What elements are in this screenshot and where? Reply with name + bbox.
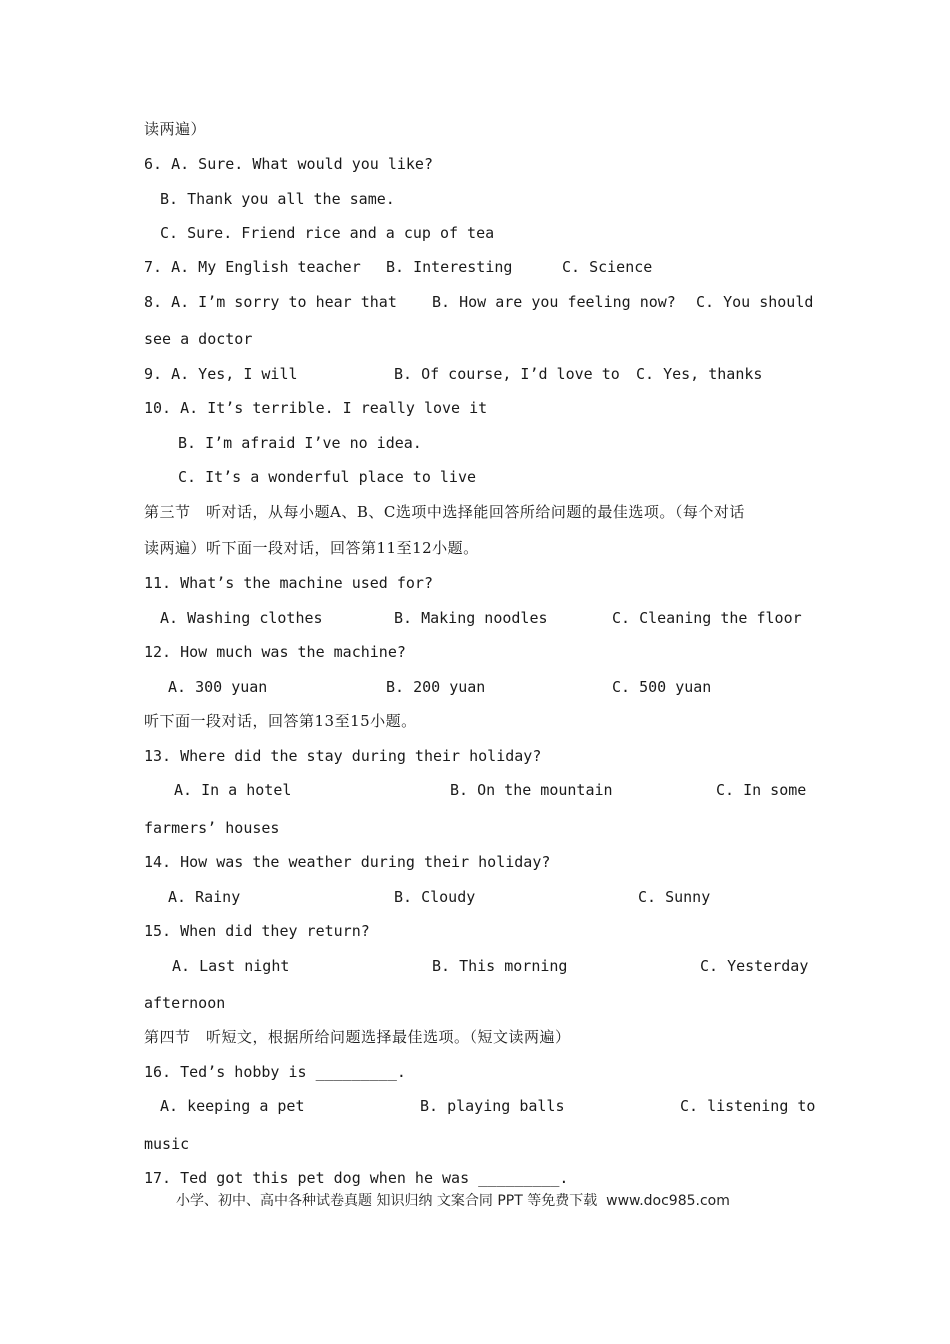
question-9-option-c: C. Yes, thanks: [636, 365, 763, 383]
section-3-heading: 第三节 听对话，从每小题A、B、C选项中选择能回答所给问题的最佳选项。（每个对话: [144, 503, 745, 521]
section-4-heading: 第四节 听短文，根据所给问题选择最佳选项。（短文读两遍）: [144, 1028, 571, 1046]
question-11-option-a: A. Washing clothes: [160, 609, 323, 627]
dialogue-instruction: 听下面一段对话，回答第13至15小题。: [144, 712, 417, 730]
question-6-option-a: 6. A. Sure. What would you like?: [144, 155, 433, 173]
question-15-option-b: B. This morning: [432, 957, 568, 975]
question-12-option-c: C. 500 yuan: [612, 678, 712, 696]
question-8-option-c: C. You should: [696, 293, 814, 311]
question-8-option-a: 8. A. I’m sorry to hear that: [144, 293, 397, 311]
question-13-option-c: C. In some: [716, 781, 807, 799]
question-8-option-b: B. How are you feeling now?: [432, 293, 676, 311]
question-6-option-b: B. Thank you all the same.: [160, 190, 395, 208]
question-13-option-b: B. On the mountain: [450, 781, 613, 799]
question-14-option-c: C. Sunny: [638, 888, 711, 906]
question-14-option-b: B. Cloudy: [394, 888, 476, 906]
section-3-instruction: 读两遍）听下面一段对话，回答第11至12小题。: [144, 539, 479, 557]
question-16-option-b: B. playing balls: [420, 1097, 565, 1115]
footer-watermark: 小学、初中、高中各种试卷真题 知识归纳 文案合同 PPT 等免费下载 www.doc985.com: [176, 1193, 730, 1209]
question-11-option-c: C. Cleaning the floor: [612, 609, 802, 627]
question-10-option-b: B. I’m afraid I’ve no idea.: [178, 434, 422, 452]
question-15-option-a: A. Last night: [172, 957, 290, 975]
question-13-option-a: A. In a hotel: [174, 781, 292, 799]
question-14: 14. How was the weather during their holiday?: [144, 853, 551, 871]
question-9-option-b: B. Of course, I’d love to: [394, 365, 620, 383]
question-15-option-c-cont: afternoon: [144, 994, 226, 1012]
question-7-option-b: B. Interesting: [386, 258, 513, 276]
question-16-option-a: A. keeping a pet: [160, 1097, 305, 1115]
question-13: 13. Where did the stay during their holiday?: [144, 747, 542, 765]
question-16: 16. Ted’s hobby is _________.: [144, 1063, 406, 1081]
question-12: 12. How much was the machine?: [144, 643, 406, 661]
question-10-option-c: C. It’s a wonderful place to live: [178, 468, 477, 486]
question-16-option-c-cont: music: [144, 1135, 190, 1153]
question-7-option-c: C. Science: [562, 258, 653, 276]
question-15: 15. When did they return?: [144, 922, 370, 940]
question-12-option-b: B. 200 yuan: [386, 678, 486, 696]
question-10-option-a: 10. A. It’s terrible. I really love it: [144, 399, 488, 417]
question-16-option-c: C. listening to: [680, 1097, 816, 1115]
question-11: 11. What’s the machine used for?: [144, 574, 433, 592]
question-8-option-c-cont: see a doctor: [144, 330, 253, 348]
question-11-option-b: B. Making noodles: [394, 609, 548, 627]
question-12-option-a: A. 300 yuan: [168, 678, 268, 696]
question-15-option-c: C. Yesterday: [700, 957, 809, 975]
question-14-option-a: A. Rainy: [168, 888, 241, 906]
continued-instruction: 读两遍）: [144, 120, 207, 138]
question-17: 17. Ted got this pet dog when he was _________.: [144, 1169, 569, 1187]
question-7-option-a: 7. A. My English teacher: [144, 258, 361, 276]
question-9-option-a: 9. A. Yes, I will: [144, 365, 298, 383]
question-6-option-c: C. Sure. Friend rice and a cup of tea: [160, 224, 495, 242]
question-13-option-c-cont: farmers’ houses: [144, 819, 280, 837]
